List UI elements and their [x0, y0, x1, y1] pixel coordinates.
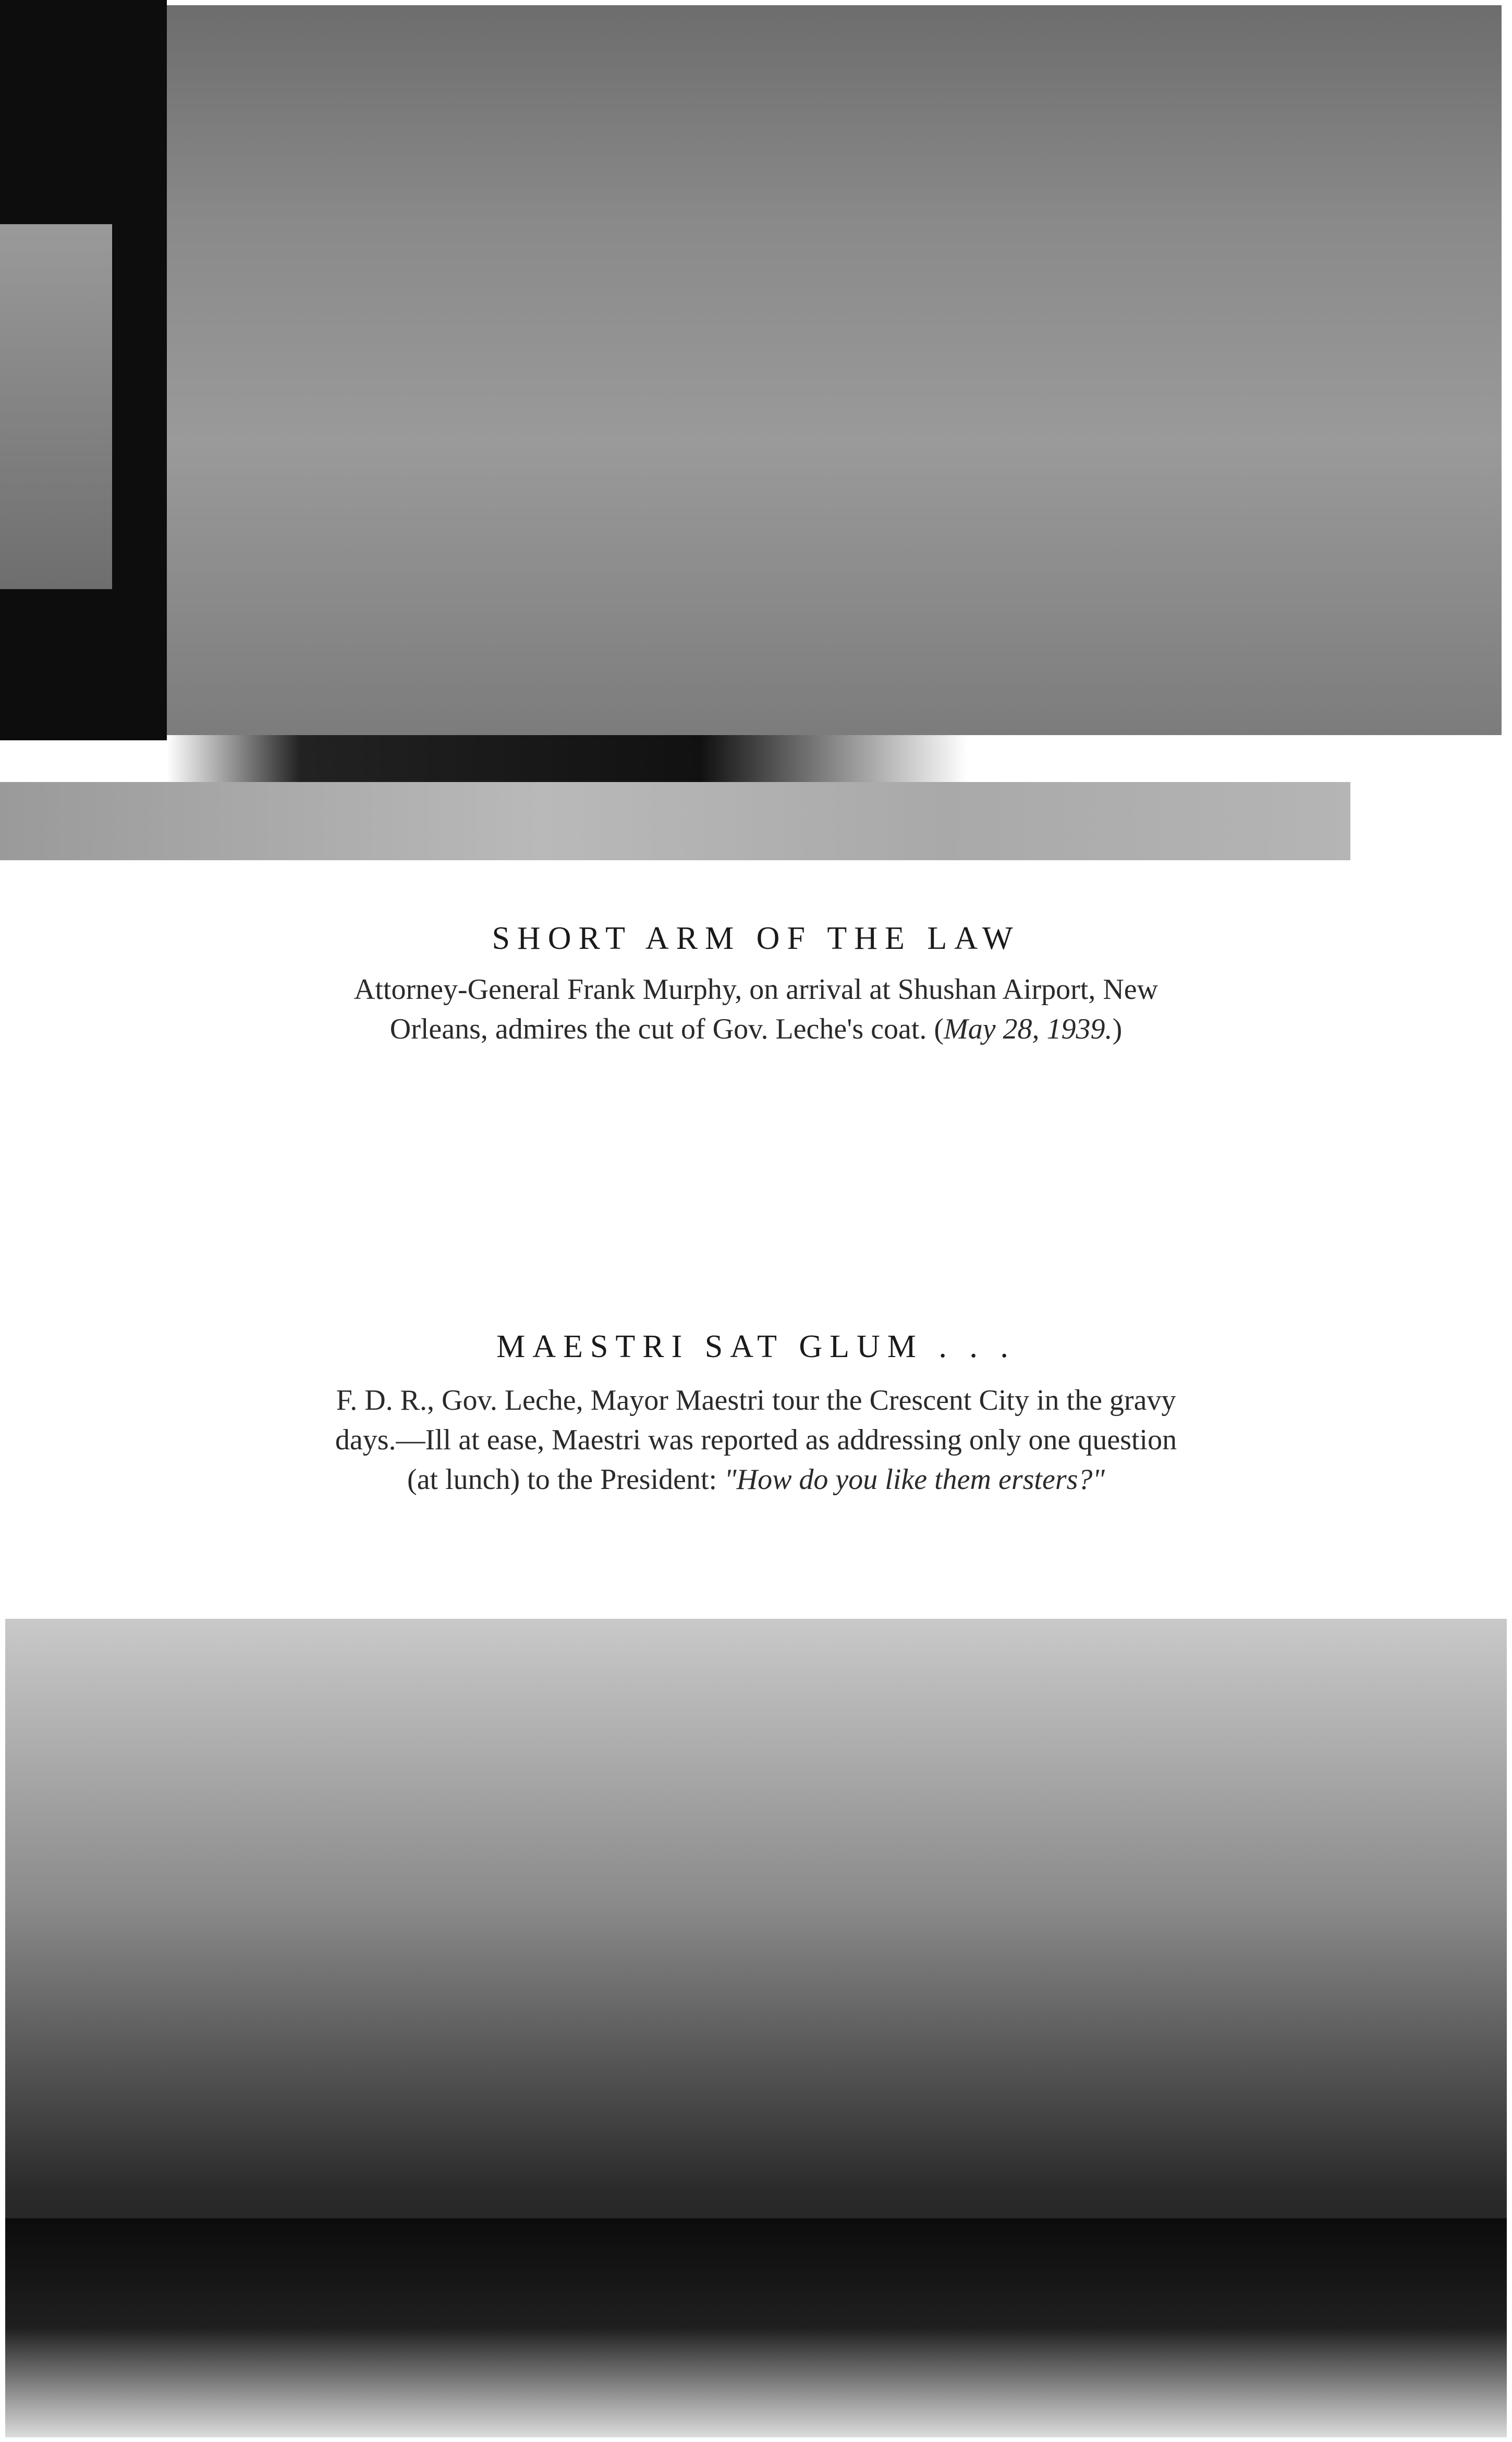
caption-2-line-1: F. D. R., Gov. Leche, Mayor Maestri tour the Crescent City in the gravy: [336, 1384, 1176, 1417]
photo-inset: [0, 224, 112, 589]
caption-2-quote: "How do you like them ersters?": [724, 1463, 1105, 1496]
caption-1-line-1: Attorney-General Frank Murphy, on arrival at Shushan Airport, New: [353, 973, 1159, 1006]
caption-1-date: May 28, 1939.: [944, 1013, 1113, 1045]
caption-body-1: [120, 970, 1392, 1049]
photo-motorcade: [5, 1619, 1507, 2437]
photo-frame: [167, 5, 1502, 735]
caption-2-line-2: days.—Ill at ease, Maestri was reported as addressing only one question: [335, 1424, 1177, 1456]
caption-2-line-3: [120, 1460, 1392, 1499]
caption-body-2: [120, 1381, 1392, 1499]
caption-1-line-2: [120, 1009, 1392, 1049]
photo-airport-arrival: [0, 0, 1512, 865]
photo-lower-strip: [0, 782, 1350, 860]
caption-title-2: MAESTRI SAT GLUM . . .: [496, 1329, 1016, 1364]
caption-1-line-2-text: Orleans, admires the cut of Gov. Leche's coat. (: [389, 1013, 944, 1045]
caption-1-line-2-close: ): [1112, 1013, 1123, 1045]
photo-car-door: [5, 2218, 1507, 2437]
photo-torn-edge: [167, 735, 1502, 782]
caption-2-line-3-text: (at lunch) to the President:: [407, 1463, 725, 1496]
caption-title-1: SHORT ARM OF THE LAW: [492, 921, 1020, 956]
